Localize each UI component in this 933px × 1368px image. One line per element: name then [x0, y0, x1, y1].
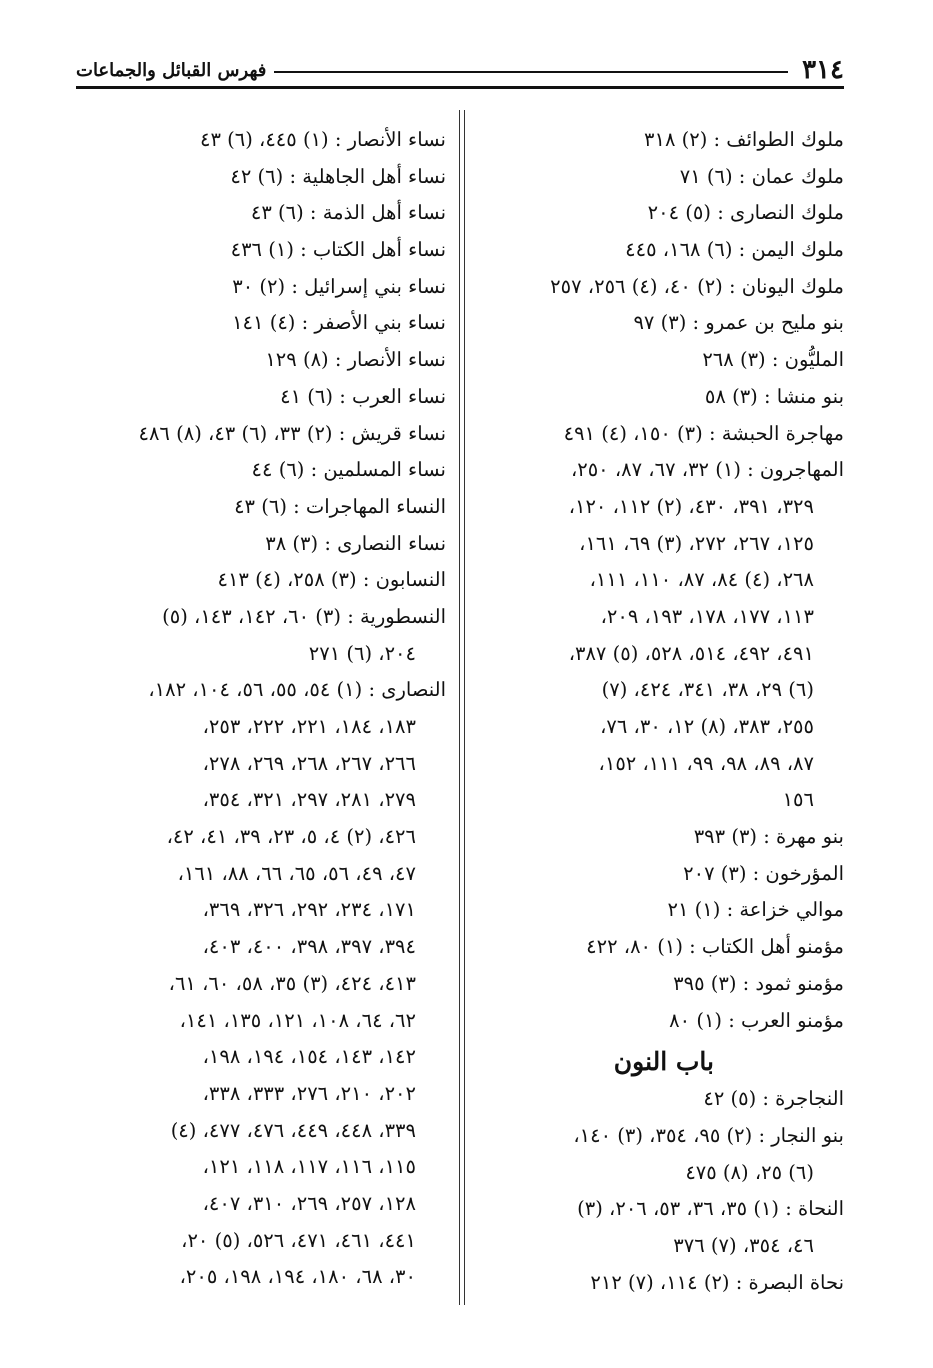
index-entry: ملوك اليمن : (٦) ١٦٨، ٤٤٥	[625, 238, 844, 262]
index-entry: نساء الأنصار : (١) ٤٤٥، (٦) ٤٣	[199, 128, 446, 151]
index-entry-continuation: ١٧١، ٢٣٤، ٢٩٢، ٣٢٦، ٣٦٩،	[202, 898, 416, 922]
index-entry-continuation: ٢٦٦، ٢٦٧، ٢٦٨، ٢٦٩، ٢٧٨،	[202, 751, 416, 775]
index-entry-continuation: ٤٦، ٣٥٤، (٧) ٣٧٦	[673, 1233, 814, 1257]
index-entry-continuation: (٦) ٢٩، ٣٨، ٣٤١، ٤٢٤، (٧)	[601, 678, 814, 702]
index-entry: نساء قريش : (٢) ٣٣، (٦) ٤٣، (٨) ٤٨٦	[138, 421, 446, 445]
index-entry-continuation: (٦) ٢٥، (٨) ٤٧٥	[685, 1160, 814, 1184]
index-entry: المؤرخون : (٣) ٢٠٧	[683, 861, 844, 885]
index-entry-continuation: ٢٥٥، ٣٨٣، (٨) ١٢، ٣٠، ٧٦،	[600, 715, 814, 738]
index-entry-continuation: ٢٦٨، (٤) ٨٤، ٨٧، ١١٠، ١١١،	[589, 568, 814, 592]
header-title: فهرس القبائل والجماعات	[76, 59, 267, 81]
section-heading: باب النون	[613, 1047, 714, 1077]
index-entry-continuation: ١٤٢، ١٤٣، ١٥٤، ١٩٤، ١٩٨،	[202, 1045, 416, 1069]
index-entry: بنو منشا : (٣) ٥٨	[704, 384, 844, 408]
index-entry: النجاجرة : (٥) ٤٢	[703, 1087, 844, 1111]
index-entry-continuation: ١٢٨، ٢٥٧، ٢٦٩، ٣١٠، ٤٠٧،	[202, 1191, 416, 1215]
index-entry-continuation: ٣٢٩، ٣٩١، ٤٣٠، (٢) ١١٢، ١٢٠،	[568, 494, 814, 518]
index-entry: ملوك اليونان : (٢) ٤٠، (٤) ٢٥٦، ٢٥٧	[550, 274, 844, 298]
index-entry: النسطورية : (٣) ٦٠، ١٤٢، ١٤٣، (٥)	[162, 604, 446, 628]
index-entry-continuation: ١٥٦	[782, 788, 814, 812]
index-entry: نساء أهل الذمة : (٦) ٤٣	[250, 201, 446, 225]
index-entry-continuation: ٣٠، ٦٨، ١٨٠، ١٩٤، ١٩٨، ٢٠٥،	[179, 1265, 416, 1289]
index-entry: نساء أهل الكتاب : (١) ٤٣٦	[230, 238, 446, 262]
index-entry-continuation: ٤٧، ٤٩، ٥٦، ٦٥، ٦٦، ٨٨، ١٦١،	[177, 861, 416, 885]
index-entry-continuation: ٢٠٢، ٢١٠، ٢٧٦، ٣٣٣، ٣٣٨،	[202, 1081, 416, 1105]
index-entry-continuation: ٨٧، ٨٩، ٩٨، ٩٩، ١١١، ١٥٢،	[598, 751, 814, 775]
index-entry: مؤمنو العرب : (١) ٨٠	[669, 1008, 844, 1032]
index-entry: نساء الأنصار : (٨) ١٢٩	[265, 348, 446, 372]
index-entry: بنو مهرة : (٣) ٣٩٣	[693, 825, 844, 849]
left-column	[74, 122, 446, 1296]
index-entry: نساء العرب : (٦) ٤١	[280, 384, 446, 408]
page-number: ٣١٤	[802, 55, 844, 85]
index-entry: نساء بني الأصفر : (٤) ١٤١	[232, 311, 446, 335]
index-entry-continuation: ١١٣، ١٧٧، ١٧٨، ١٩٣، ٢٠٩،	[600, 604, 814, 628]
index-entry-continuation: ٤١٣، ٤٢٤، (٣) ٣٥، ٥٨، ٦٠، ٦١،	[168, 971, 416, 995]
index-entry: مهاجرة الحبشة : (٣) ١٥٠، (٤) ٤٩١	[563, 421, 844, 445]
index-entry-continuation: ٤٢٦، (٢) ٤، ٥، ٢٣، ٣٩، ٤١، ٤٢،	[166, 825, 416, 849]
index-entry-continuation: ٤٤١، ٤٦١، ٤٧١، ٥٢٦، (٥) ٢٠،	[181, 1228, 416, 1252]
index-entry: نساء بني إسرائيل : (٢) ٣٠	[232, 274, 446, 298]
index-entry-continuation: ٢٠٤، (٦) ٢٧١	[308, 641, 416, 665]
index-entry: النسابون : (٣) ٢٥٨، (٤) ٤١٣	[217, 568, 446, 592]
index-entry: النصارى : (١) ٥٤، ٥٥، ٥٦، ١٠٤، ١٨٢،	[148, 678, 446, 702]
index-entry: نساء أهل الجاهلية : (٦) ٤٢	[230, 164, 446, 188]
index-entry-continuation: ١٨٣، ١٨٤، ٢٢١، ٢٢٢، ٢٥٣،	[202, 715, 416, 738]
running-header	[76, 54, 844, 89]
index-entry: بنو النجار : (٢) ٩٥، ٣٥٤، (٣) ١٤٠،	[573, 1123, 844, 1147]
index-entry-continuation: ٣٣٩، ٤٤٨، ٤٤٩، ٤٧٦، ٤٧٧، (٤)	[170, 1118, 416, 1142]
index-entry: ملوك النصارى : (٥) ٢٠٤	[647, 201, 844, 225]
index-entry-continuation: ٢٧٩، ٢٨١، ٢٩٧، ٣٢١، ٣٥٤،	[202, 788, 416, 812]
index-entry: نساء المسلمين : (٦) ٤٤	[251, 458, 446, 482]
index-entry: المهاجرون : (١) ٣٢، ٦٧، ٨٧، ٢٥٠،	[570, 458, 844, 482]
index-entry: ملوك عمان : (٦) ٧١	[679, 164, 844, 188]
index-entry: مؤمنو ثمود : (٣) ٣٩٥	[673, 971, 844, 995]
right-column	[478, 122, 844, 1301]
index-entry-continuation: ١١٥، ١١٦، ١١٧، ١١٨، ١٢١،	[202, 1155, 416, 1179]
index-entry-continuation: ٣٩٤، ٣٩٧، ٣٩٨، ٤٠٠، ٤٠٣،	[202, 935, 416, 959]
index-entry: نحاة البصرة : (٢) ١١٤، (٧) ٢١٢	[590, 1270, 844, 1294]
header-rule	[274, 71, 788, 73]
index-entry-continuation: ٤٩١، ٤٩٢، ٥١٤، ٥٢٨، (٥) ٣٨٧،	[568, 641, 814, 665]
column-divider	[464, 110, 465, 1305]
index-entry: ملوك الطوائف : (٢) ٣١٨	[644, 128, 844, 151]
index-entry: النساء المهاجرات : (٦) ٤٣	[234, 494, 446, 518]
index-entry: مؤمنو أهل الكتاب : (١) ٨٠، ٤٢٢	[586, 935, 844, 959]
index-entry: النحاة : (١) ٣٥، ٣٦، ٥٣، ٢٠٦، (٣)	[577, 1197, 844, 1221]
index-entry: موالي خزاعة : (١) ٢١	[667, 898, 844, 922]
index-entry-continuation: ١٢٥، ٢٦٧، ٢٧٢، (٣) ٦٩، ١٦١،	[579, 531, 814, 555]
column-divider	[459, 110, 460, 1305]
index-entry: نساء النصارى : (٣) ٣٨	[265, 531, 446, 555]
index-entry: المليُّون : (٣) ٢٦٨	[702, 348, 844, 372]
index-entry-continuation: ٦٢، ٦٤، ١٠٨، ١٢١، ١٣٥، ١٤١،	[179, 1008, 416, 1032]
index-entry: بنو مليح بن عمرو : (٣) ٩٧	[633, 311, 844, 335]
